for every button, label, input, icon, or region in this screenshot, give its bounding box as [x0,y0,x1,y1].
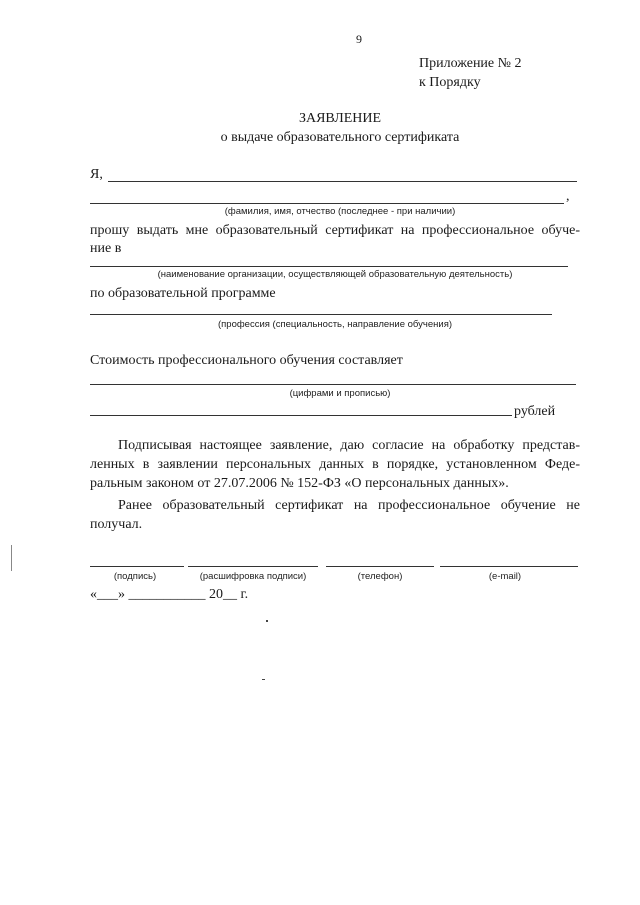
appendix-line2: к Порядку [419,75,481,90]
consent-line3: ральным законом от 27.07.2006 № 152-ФЗ «О персональных данных». [90,476,509,491]
request-line1: прошу выдать мне образовательный сертификат на профессиональное обуче- [90,223,580,238]
date-year-prefix: 20 [209,587,223,602]
phone-caption: (телефон) [357,571,403,582]
applicant-name-field-2[interactable] [90,203,564,204]
consent-line2: ленных в заявлении персональных данных в порядке, установленном Феде- [90,457,580,472]
cost-currency: рублей [514,404,556,419]
applicant-caption: (фамилия, имя, отчество (последнее - при наличии) [224,206,456,217]
date-year-suffix: г. [240,587,249,602]
date-close-quote: » [118,587,125,602]
organization-field[interactable] [90,266,568,267]
signature-caption: (подпись) [113,571,157,582]
date-day-field[interactable]: ___ [97,587,118,602]
program-label: по образовательной программе [90,286,276,301]
cost-label: Стоимость профессионального обучения составляет [90,353,403,368]
page-number: 9 [356,32,362,46]
scan-speck [262,679,265,680]
consent-line1: Подписывая настоящее заявление, даю согласие на обработку представ- [118,438,580,453]
scan-edge-mark [11,545,12,571]
applicant-comma: , [566,189,570,204]
prior-line1: Ранее образовательный сертификат на профессиональное обучение не [118,498,580,513]
appendix-line1: Приложение № 2 [419,56,522,71]
phone-field[interactable] [326,566,434,567]
date-open-quote: « [90,587,97,602]
date-month-field[interactable]: ___________ [128,587,206,602]
program-field[interactable] [90,314,552,315]
signature-decode-caption: (расшифровка подписи) [199,571,307,582]
cost-caption: (цифрами и прописью) [289,388,391,399]
applicant-prefix: Я, [90,167,103,182]
email-caption: (e-mail) [488,571,522,582]
applicant-name-field[interactable] [108,181,577,182]
program-caption: (профессия (специальность, направление обучения) [217,319,453,330]
date-year-field[interactable]: __ [223,587,237,602]
request-line2: ние в [90,241,122,256]
organization-caption: (наименование организации, осуществляющей образовательную деятельность) [157,269,513,280]
document-title: ЗАЯВЛЕНИЕ [298,111,382,126]
email-field[interactable] [440,566,578,567]
cost-words-field[interactable] [90,415,512,416]
signature-field[interactable] [90,566,184,567]
cost-field[interactable] [90,384,576,385]
scan-speck [266,620,268,622]
document-subtitle: о выдаче образовательного сертификата [220,130,460,145]
date-line [90,586,248,604]
signature-decode-field[interactable] [188,566,318,567]
prior-line2: получал. [90,517,143,532]
